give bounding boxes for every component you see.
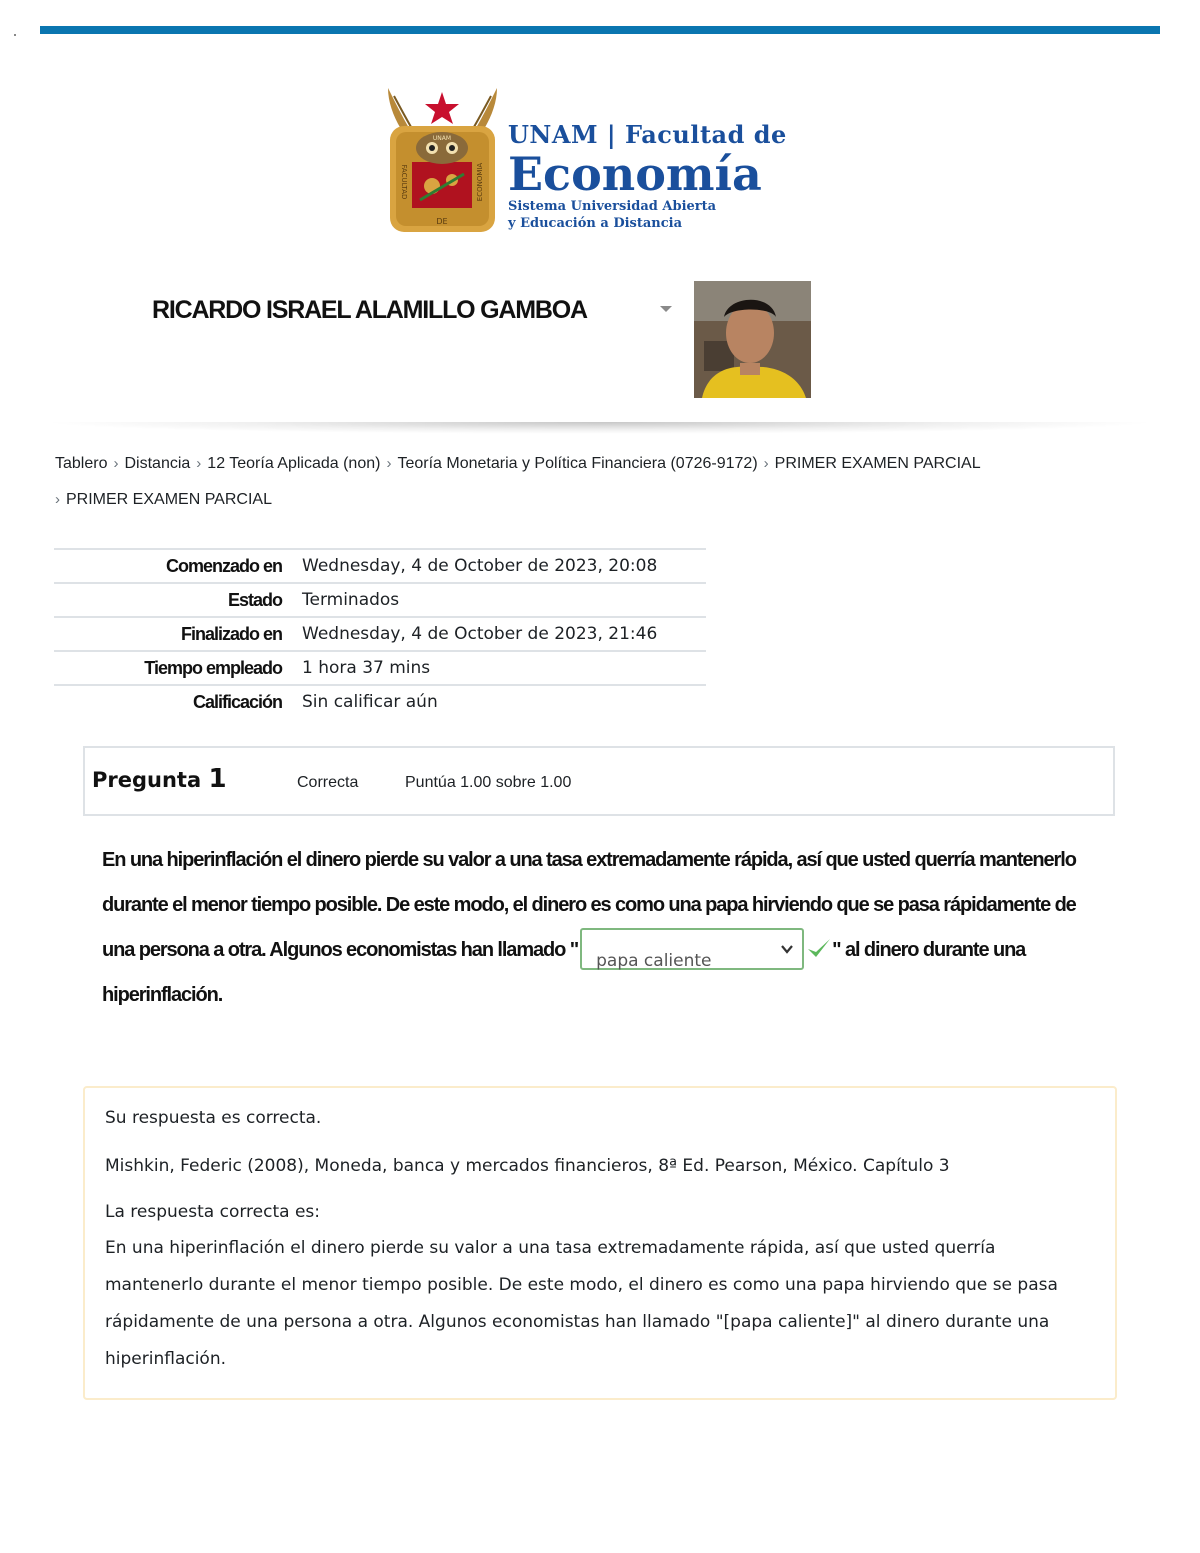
question-state: Correcta (297, 774, 359, 791)
summary-key: Comenzado en (54, 549, 282, 583)
breadcrumb-item-distancia[interactable]: Distancia (124, 455, 191, 472)
corner-dot (14, 34, 16, 36)
answer-select-value: papa caliente (596, 950, 712, 971)
summary-value: Terminados (282, 583, 706, 617)
question-grade: Puntúa 1.00 sobre 1.00 (405, 774, 572, 791)
summary-row (54, 651, 706, 685)
avatar[interactable] (694, 281, 811, 398)
summary-row (54, 685, 706, 718)
breadcrumb-item-quiz[interactable]: PRIMER EXAMEN PARCIAL (66, 491, 272, 508)
summary-value: Wednesday, 4 de October de 2023, 20:08 (282, 549, 706, 583)
avatar-photo-icon (694, 281, 811, 398)
summary-row (54, 549, 706, 583)
owl-crest-icon (380, 82, 505, 237)
question-text-before: En una hiperinflación el dinero pierde su valor a una tasa extremadamente rápida, así que usted querría mantenerlo durante el menor tiempo posible. De este modo, el dinero es como una papa hirviendo que se pasa rápidamente de una persona a otra. Algunos economistas han llamado " (102, 849, 1076, 961)
summary-key: Finalizado en (54, 617, 282, 651)
breadcrumb (55, 446, 1155, 518)
question-text (102, 838, 1082, 1018)
feedback-reference: Mishkin, Federic (2008), Moneda, banca y mercados financieros, 8ª Ed. Pearson, México. Capítulo 3 (105, 1156, 950, 1176)
summary-value: Sin calificar aún (282, 685, 706, 718)
chevron-right-icon: › (113, 455, 119, 472)
svg-text:FACULTAD: FACULTAD (400, 164, 408, 200)
chevron-right-icon: › (386, 455, 392, 472)
question-number (92, 764, 227, 794)
attempt-summary-table (54, 548, 706, 718)
svg-text:ECONOMIA: ECONOMIA (476, 162, 484, 202)
check-icon (806, 935, 832, 961)
user-menu-name[interactable]: RICARDO ISRAEL ALAMILLO GAMBOA (152, 296, 587, 324)
answer-select[interactable] (580, 928, 804, 970)
svg-text:UNAM: UNAM (432, 135, 452, 142)
summary-key: Calificación (54, 685, 282, 718)
correct-answer-label: La respuesta correcta es: (105, 1202, 320, 1222)
breadcrumb-item-category[interactable]: 12 Teoría Aplicada (non) (207, 455, 381, 472)
chevron-down-icon (780, 942, 794, 956)
question-info-box (83, 746, 1115, 816)
caret-down-icon[interactable] (660, 306, 672, 312)
feedback-result: Su respuesta es correcta. (105, 1108, 322, 1128)
header-divider (40, 422, 1160, 434)
summary-key: Estado (54, 583, 282, 617)
summary-value: Wednesday, 4 de October de 2023, 21:46 (282, 617, 706, 651)
chevron-right-icon: › (196, 455, 202, 472)
breadcrumb-item-section[interactable]: PRIMER EXAMEN PARCIAL (774, 455, 981, 472)
svg-text:DE: DE (436, 217, 448, 226)
question-label: Pregunta (92, 768, 202, 792)
logo-wordmark (508, 120, 787, 231)
summary-key: Tiempo empleado (54, 651, 282, 685)
logo-line-1: UNAM | Facultad de (508, 120, 787, 149)
faculty-logo[interactable] (380, 82, 830, 242)
summary-row (54, 583, 706, 617)
summary-row (54, 617, 706, 651)
correct-answer-text: En una hiperinflación el dinero pierde su valor a una tasa extremadamente rápida, así que usted querría mantenerlo durante el menor tiempo posible. De este modo, el dinero es como una papa hirviendo que se pasa rápidamente de una persona a otra. Algunos economistas han llamado "[papa caliente]" al dinero durante una hiperinflación. (105, 1238, 1058, 1369)
breadcrumb-item-course[interactable]: Teoría Monetaria y Política Financiera (0726-9172) (397, 455, 758, 472)
chevron-right-icon: › (55, 491, 60, 508)
logo-line-3: Sistema Universidad Abierta (508, 199, 717, 214)
top-accent-bar (40, 26, 1160, 34)
question-number-value: 1 (208, 764, 227, 794)
feedback-box (83, 1086, 1117, 1400)
chevron-right-icon: › (763, 455, 769, 472)
breadcrumb-item-tablero[interactable]: Tablero (55, 455, 108, 472)
summary-value: 1 hora 37 mins (282, 651, 706, 685)
logo-line-4: y Educación a Distancia (508, 216, 683, 231)
question-text-after: " al dinero durante una hiperinflación. (102, 939, 1026, 1006)
logo-line-2: Economía (508, 147, 762, 201)
